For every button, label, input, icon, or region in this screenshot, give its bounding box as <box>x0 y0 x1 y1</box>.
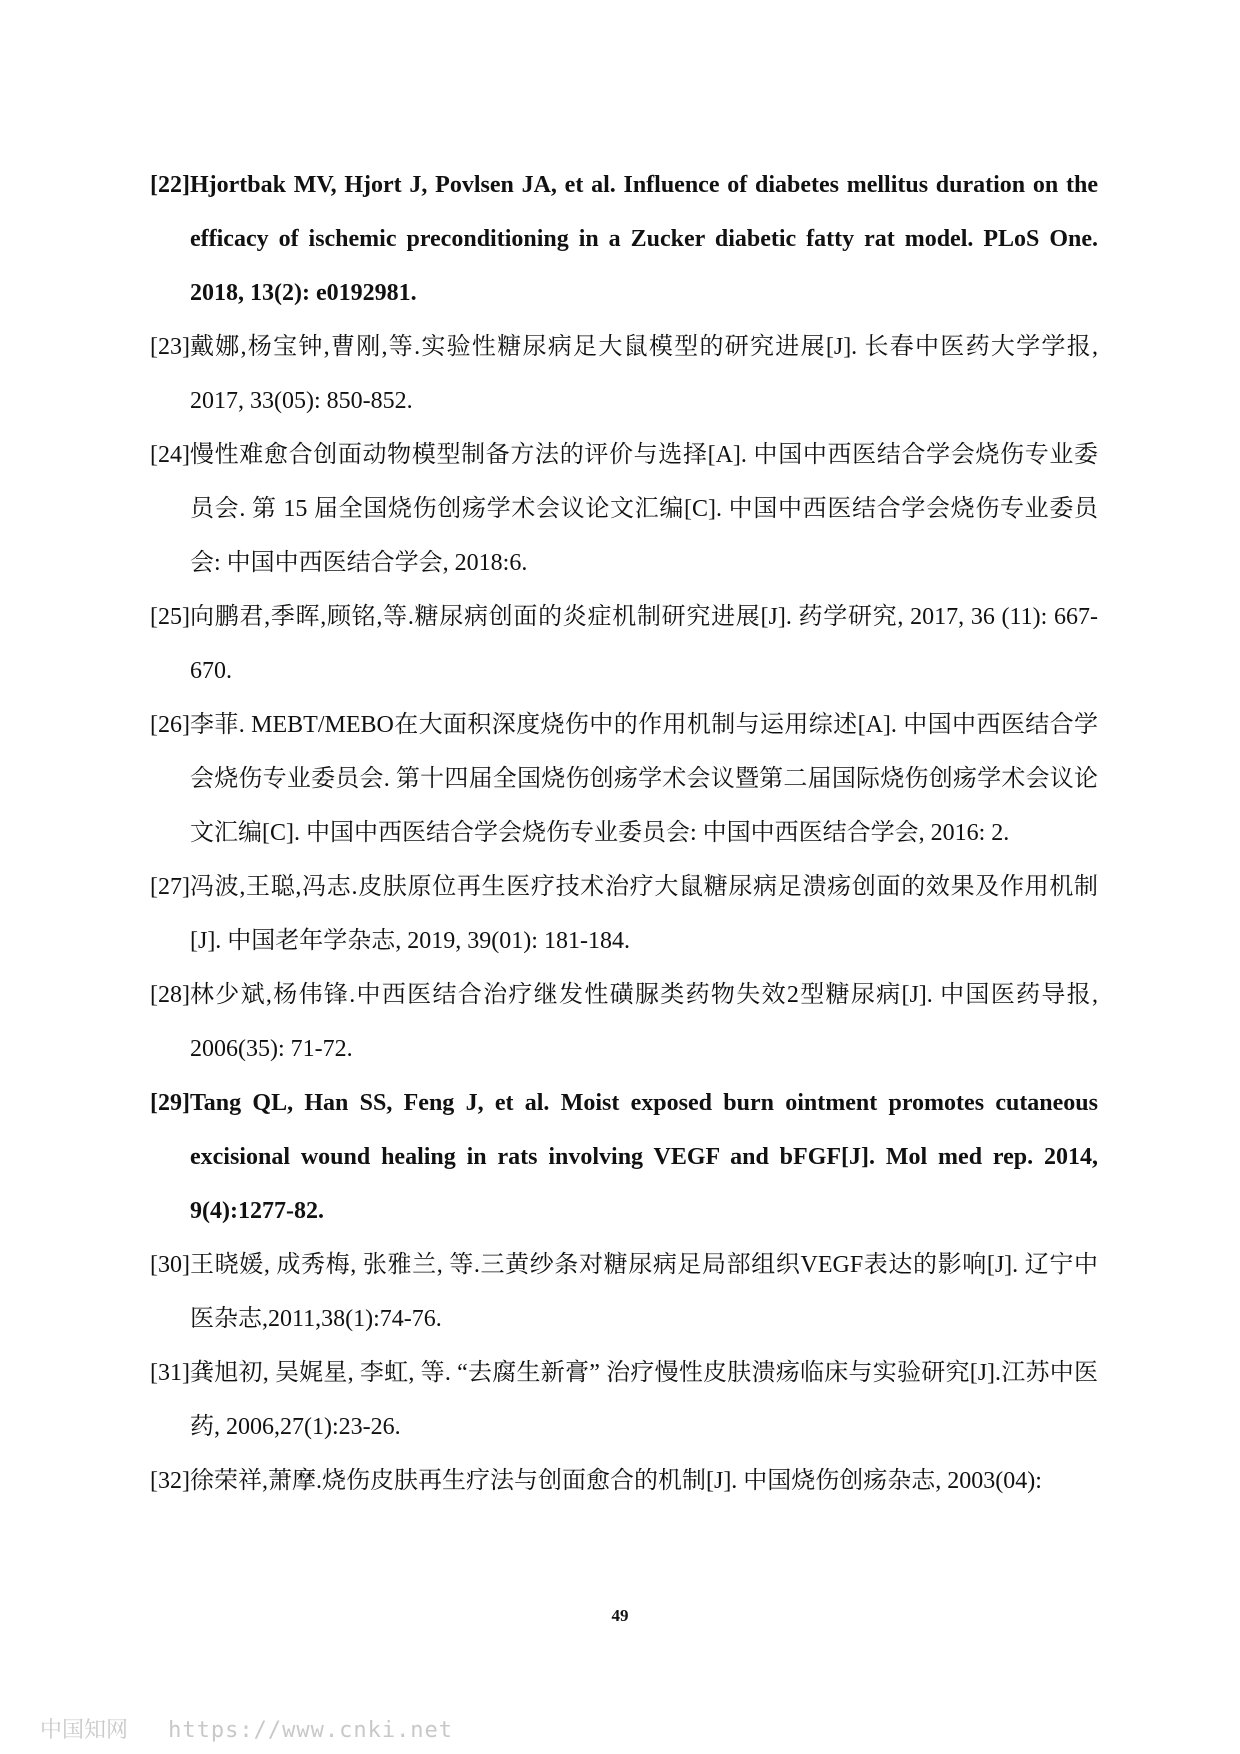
cnki-watermark <box>40 1713 453 1744</box>
reference-number: [30] <box>150 1252 190 1278</box>
reference-number: [22] <box>150 172 190 198</box>
reference-item-24 <box>150 428 1098 590</box>
reference-number: [23] <box>150 334 190 360</box>
reference-text: 向鹏君,季晖,顾铭,等.糖尿病创面的炎症机制研究进展[J]. 药学研究, 2017, 36 (11): 667-670. <box>189 604 1098 684</box>
reference-item-29 <box>150 1076 1098 1238</box>
reference-number: [29] <box>150 1090 190 1116</box>
page-number: 49 <box>611 1606 629 1625</box>
reference-text: 王晓媛, 成秀梅, 张雅兰, 等.三黄纱条对糖尿病足局部组织VEGF表达的影响[J]. 辽宁中医杂志,2011,38(1):74-76. <box>189 1252 1098 1332</box>
watermark-brand: 中国知网 <box>40 1717 129 1742</box>
reference-item-30 <box>150 1238 1098 1346</box>
reference-text: 李菲. MEBT/MEBO在大面积深度烧伤中的作用机制与运用综述[A]. 中国中西医结合学会烧伤专业委员会. 第十四届全国烧伤创疡学术会议暨第二届国际烧伤创疡学术会议论文汇编[C]. 中国中西医结合学会烧伤专业委员会: 中国中西医结合学会, 2016: 2. <box>189 712 1098 846</box>
reference-item-27 <box>150 860 1098 968</box>
reference-item-32 <box>150 1454 1098 1508</box>
reference-item-28 <box>150 968 1098 1076</box>
reference-item-22 <box>150 158 1098 320</box>
reference-text: 龚旭初, 吴娓星, 李虹, 等. “去腐生新膏” 治疗慢性皮肤溃疡临床与实验研究[J].江苏中医药, 2006,27(1):23-26. <box>189 1360 1098 1440</box>
reference-number: [28] <box>150 982 190 1008</box>
reference-item-31 <box>150 1346 1098 1454</box>
reference-item-26 <box>150 698 1098 860</box>
reference-number: [31] <box>150 1360 190 1386</box>
reference-text: Tang QL, Han SS, Feng J, et al. Moist exposed burn ointment promotes cutaneous excisional wound healing in rats involving VEGF and bFGF[J]. Mol med rep. 2014, 9(4):1277-82. <box>189 1090 1098 1224</box>
reference-item-23 <box>150 320 1098 428</box>
reference-text: 慢性难愈合创面动物模型制备方法的评价与选择[A]. 中国中西医结合学会烧伤专业委员会. 第 15 届全国烧伤创疡学术会议论文汇编[C]. 中国中西医结合学会烧伤专业委员会: 中国中西医结合学会, 2018:6. <box>189 442 1098 576</box>
reference-text: 林少斌,杨伟锋.中西医结合治疗继发性磺脲类药物失效2型糖尿病[J]. 中国医药导报, 2006(35): 71-72. <box>189 982 1098 1062</box>
reference-text: 戴娜,杨宝钟,曹刚,等.实验性糖尿病足大鼠模型的研究进展[J]. 长春中医药大学学报, 2017, 33(05): 850-852. <box>189 334 1098 414</box>
reference-number: [24] <box>150 442 190 468</box>
watermark-url: https://www.cnki.net <box>168 1718 454 1743</box>
reference-number: [26] <box>150 712 190 738</box>
reference-item-25 <box>150 590 1098 698</box>
reference-number: [27] <box>150 874 190 900</box>
reference-text: Hjortbak MV, Hjort J, Povlsen JA, et al. Influence of diabetes mellitus duration on the efficacy of ischemic preconditioning in a Zucker diabetic fatty rat model. PLoS One. 2018, 13(2): e0192981. <box>189 172 1098 306</box>
reference-text: 冯波,王聪,冯志.皮肤原位再生医疗技术治疗大鼠糖尿病足溃疡创面的效果及作用机制[J]. 中国老年学杂志, 2019, 39(01): 181-184. <box>189 874 1098 954</box>
reference-number: [32] <box>150 1468 190 1494</box>
reference-list <box>150 158 1098 1508</box>
reference-text: 徐荣祥,萧摩.烧伤皮肤再生疗法与创面愈合的机制[J]. 中国烧伤创疡杂志, 2003(04): <box>189 1468 1042 1494</box>
reference-number: [25] <box>150 604 190 630</box>
